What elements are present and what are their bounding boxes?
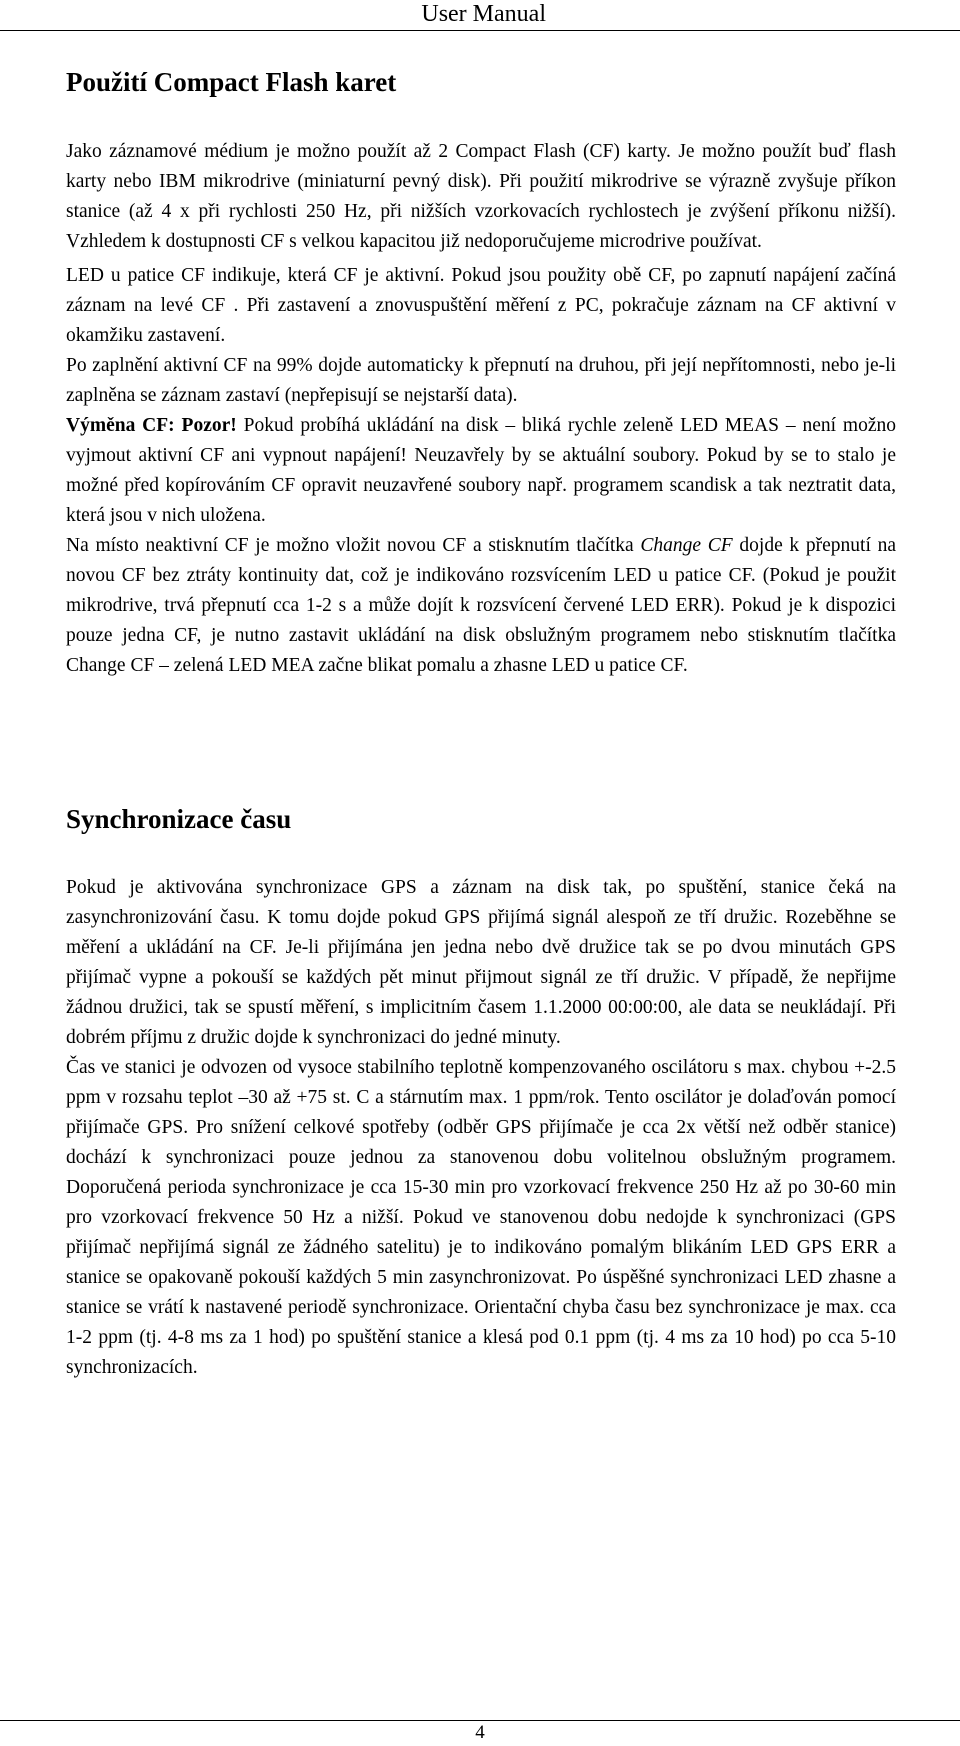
paragraph-text: Pokud probíhá ukládání na disk – bliká rychle zeleně LED MEAS – není možno vyjmout aktivní CF ani vypnout napájení! Neuzavřely by se aktuální soubory. Pokud by se to stalo je možné před kopírováním CF opravit neuzavřené soubory např. programem scandisk a tak neztratit data, která jsou v nich uložena. bbox=[66, 415, 896, 526]
button-name-emphasis: Change CF bbox=[640, 535, 733, 556]
section-title-time-sync: Synchronizace času bbox=[66, 804, 292, 834]
page-number: 4 bbox=[475, 1722, 485, 1743]
paragraph bbox=[66, 531, 896, 681]
paragraph-text: Na místo neaktivní CF je možno vložit novou CF a stisknutím tlačítka bbox=[66, 535, 641, 556]
paragraph bbox=[66, 411, 896, 531]
paragraph: Čas ve stanici je odvozen od vysoce stabilního teplotně kompenzovaného oscilátoru s max. chybou +-2.5 ppm v rozsahu teplot –30 až +75 st. C a stárnutím max. 1 ppm/rok. Tento oscilátor je dolaďován pomocí přijímače GPS. Pro snížení celkové spotřeby (odběr GPS přijímače je cca 2x větší než odběr stanice) dochází k synchronizaci pouze jednou za stanovenou dobu volitelnou obslužným programem. Doporučená perioda synchronizace je cca 15-30 min pro vzorkovací frekvence 250 Hz až po 30-60 min pro vzorkovací frekvence 50 Hz a nižší. Pokud ve stanovenou dobu nedojde k synchronizaci (GPS přijímač nepřijímá signál ze žádného satelitu) je to indikováno pomalým blikáním LED GPS ERR a stanice se opakovaně pokouší každých 5 min zasynchronizovat. Po úspěšné synchronizaci LED zhasne a stanice se vrátí k nastavené periodě synchronizace. Orientační chyba času bez synchronizace je max. cca 1-2 ppm (tj. 4-8 ms za 1 hod) po spuštění stanice a klesá pod 0.1 ppm (tj. 4 ms za 10 hod) po cca 5-10 synchronizacích. bbox=[66, 1057, 896, 1378]
warning-label: Výměna CF: Pozor! bbox=[66, 415, 237, 436]
paragraph-text: dojde k přepnutí na novou CF bez ztráty kontinuity dat, což je indikováno rozsvícením LED u patice CF. (Pokud je použit mikrodrive, trvá přepnutí cca 1-2 s a může dojít k rozsvícení červené LED ERR). Pokud je k dispozici pouze jedna CF, je nutno zastavit ukládání na disk obslužným programem nebo stisknutím tlačítka Change CF – zelená LED MEA začne blikat pomalu a zhasne LED u patice CF. bbox=[66, 535, 896, 676]
section-body-time-sync bbox=[66, 873, 896, 1383]
footer-divider bbox=[0, 1720, 960, 1721]
section-body-compact-flash bbox=[66, 137, 896, 681]
paragraph: LED u patice CF indikuje, která CF je aktivní. Pokud jsou použity obě CF, po zapnutí napájení začíná záznam na levé CF . Při zastavení a znovuspuštění měření z PC, pokračuje záznam na CF aktivní v okamžiku zastavení. bbox=[66, 265, 896, 346]
header-title: User Manual bbox=[421, 1, 546, 27]
header-divider bbox=[0, 30, 960, 31]
paragraph: Pokud je aktivována synchronizace GPS a záznam na disk tak, po spuštění, stanice čeká na zasynchronizování času. K tomu dojde pokud GPS přijímá signál alespoň ze tří družic. Rozeběhne se měření a ukládání na CF. Je-li přijímána jen jedna nebo dvě družice tak se po dvou minutách GPS přijímač vypne a pokouší se každých pět minut přijmout signál ze tří družic. V případě, že nepřijme žádnou družici, tak se spustí měření, s implicitním časem 1.1.2000 00:00:00, ale data se neukládají. Při dobrém příjmu z družic dojde k synchronizaci do jedné minuty. bbox=[66, 877, 896, 1048]
paragraph: Po zaplnění aktivní CF na 99% dojde automaticky k přepnutí na druhou, při její nepřítomnosti, nebo je-li zaplněna se záznam zastaví (nepřepisují se nejstarší data). bbox=[66, 355, 896, 406]
section-title-compact-flash: Použití Compact Flash karet bbox=[66, 67, 397, 97]
paragraph: Jako záznamové médium je možno použít až 2 Compact Flash (CF) karty. Je možno použít buď flash karty nebo IBM mikrodrive (miniaturní pevný disk). Při použití mikrodrive se výrazně zvyšuje příkon stanice (až 4 x při rychlosti 250 Hz, při nižších vzorkovacích rychlostech je zvýšení příkonu nižší). Vzhledem k dostupnosti CF s velkou kapacitou již nedoporučujeme microdrive používat. bbox=[66, 141, 896, 252]
